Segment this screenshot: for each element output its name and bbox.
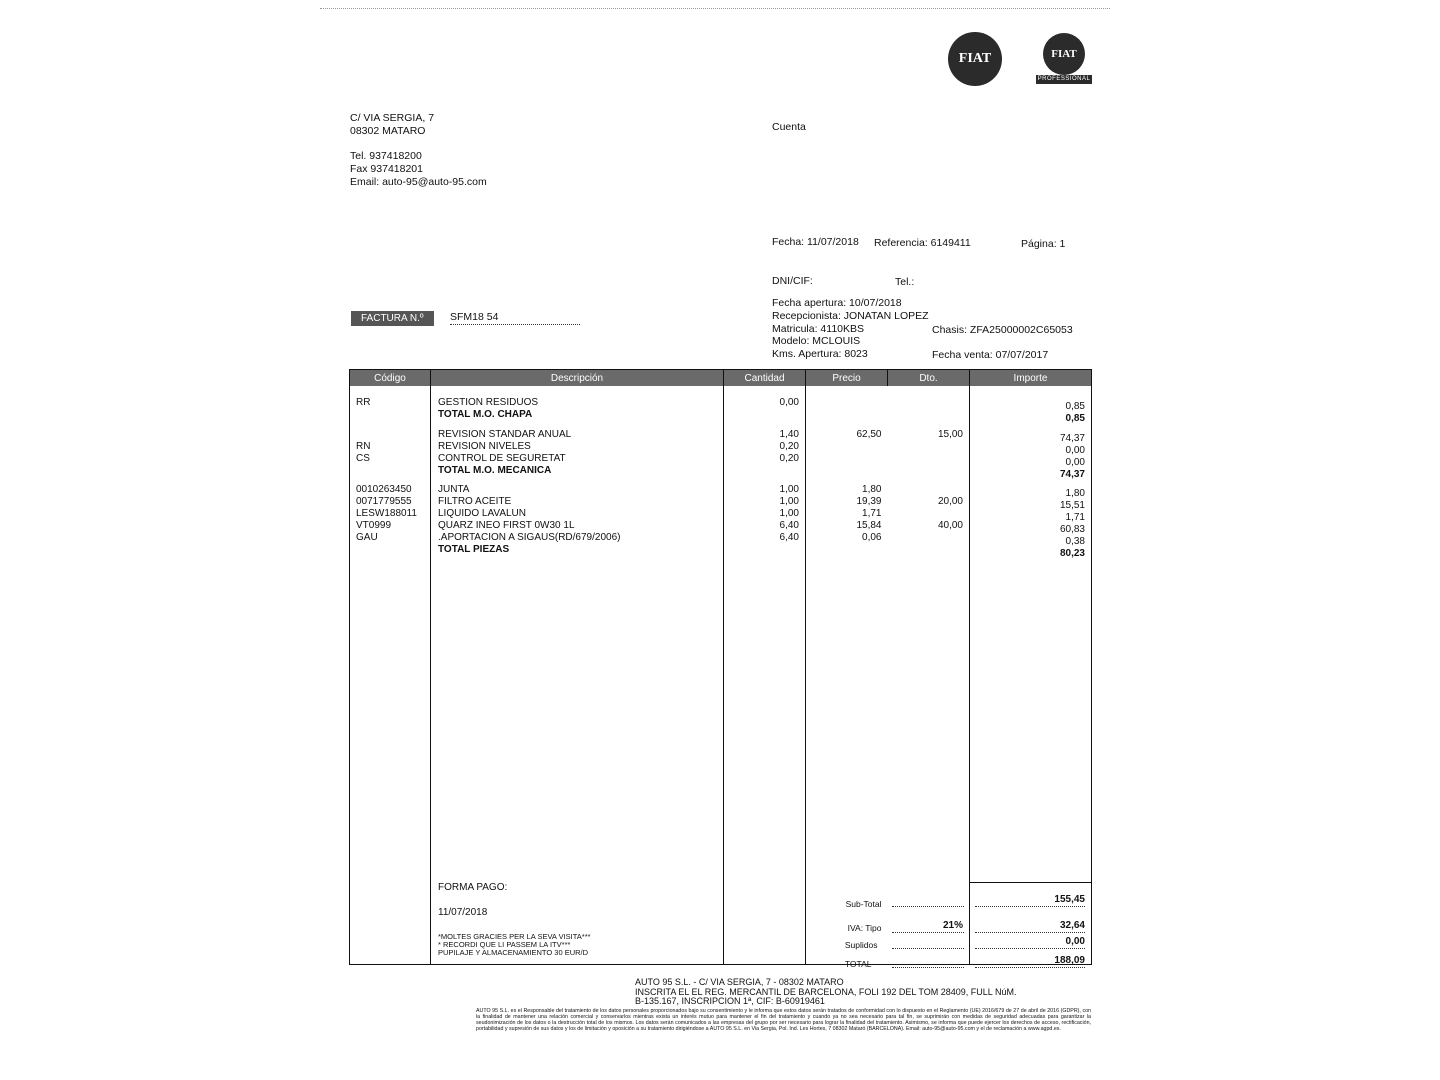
line-precio-cell: 62,50 — [856, 429, 882, 440]
company-address-2: 08302 MATARO — [350, 125, 426, 137]
factura-label: FACTURA N.º — [351, 311, 434, 326]
cantidad-column — [724, 386, 805, 964]
modelo: Modelo: MCLOUIS — [772, 335, 861, 347]
line-codigo-cell: CS — [356, 453, 370, 464]
totals-box-top — [970, 882, 1091, 883]
line-codigo-cell: 0010263450 — [356, 484, 412, 495]
col-header-dto: Dto. — [888, 370, 970, 387]
line-descripcion-cell: REVISION STANDAR ANUAL — [438, 429, 572, 440]
line-cantidad-cell: 0,20 — [779, 441, 799, 452]
invoice-items-table — [349, 369, 1092, 969]
fecha-apertura: Fecha apertura: 10/07/2018 — [772, 297, 902, 309]
invoice-date: Fecha: 11/07/2018 — [772, 236, 859, 248]
line-importe-cell: 74,37 — [1059, 469, 1085, 480]
line-precio-cell: 15,84 — [856, 520, 882, 531]
line-importe-cell: 60,83 — [1059, 524, 1085, 535]
line-codigo-cell: 0071779555 — [356, 496, 412, 507]
note-line-2: * RECORDI QUE LI PASSEM LA ITV*** — [438, 940, 571, 949]
line-descripcion-cell: JUNTA — [438, 484, 470, 495]
line-importe-cell: 0,00 — [1065, 457, 1085, 468]
line-codigo-cell: LESW188011 — [356, 508, 417, 519]
line-precio-cell: 0,06 — [862, 532, 882, 543]
col-header-cantidad: Cantidad — [724, 370, 806, 387]
line-codigo-cell: RN — [356, 441, 371, 452]
suplidos-label: Suplidos — [844, 940, 878, 950]
legal-notice: AUTO 95 S.L. es el Responsable del tratamiento de los datos personales proporcionados bajo su consentimiento y le informa que estos datos serán tratados de conformidad con lo dispuesto en el Reglamento (UE) 2016/679 de 27 de abril de 2016 (GDPR), con la finalidad de mantener una relación comercial y conservarlos mientras exista un interés mutuo para mantener el fin del tratamiento y cuando ya no sea necesario para tal fin, se suprimirán con medidas de seguridad adecuadas para garantizar la seudonimización de los datos o la destrucción total de los mismos. Los datos serán comunicados a las empresas del grupo por ser necesario para lograr la finalidad del tratamiento. Asimismo, se informa que puede ejercer los derechos de acceso, rectificación, portabilidad y supresión de sus datos y los de limitación y oposición a su tratamiento dirigiéndose a AUTO 95 S.L. en Via Sergia, Pol. Ind. Les Hortes, 7 08302 Mataró (BARCELONA). Email: auto-95@auto-95.com y el de reclamación a www.agpd.es. — [476, 1008, 1091, 1033]
forma-pago-label: FORMA PAGO: — [438, 882, 508, 893]
kms-apertura: Kms. Apertura: 8023 — [772, 348, 868, 360]
line-cantidad-cell: 1,40 — [779, 429, 799, 440]
line-importe-cell: 0,85 — [1065, 413, 1085, 424]
line-cantidad-cell: 1,00 — [779, 508, 799, 519]
line-descripcion-cell: TOTAL M.O. MECANICA — [438, 465, 552, 476]
subtotal-rate-line — [892, 906, 964, 907]
fiat-logo — [948, 32, 1002, 86]
line-importe-cell: 74,37 — [1059, 433, 1085, 444]
recepcionista: Recepcionista: JONATAN LOPEZ — [772, 310, 929, 322]
line-importe-cell: 0,00 — [1065, 445, 1085, 456]
line-descripcion-cell: REVISION NIVELES — [438, 441, 531, 452]
line-codigo-cell: VT0999 — [356, 520, 392, 531]
line-importe-cell: 1,80 — [1065, 488, 1085, 499]
client-tel-label: Tel.: — [895, 276, 915, 288]
dni-cif-label: DNI/CIF: — [772, 275, 813, 287]
note-line-1: *MOLTES GRACIES PER LA SEVA VISITA*** — [438, 932, 591, 941]
invoice-reference: Referencia: 6149411 — [874, 237, 971, 249]
col-header-importe: Importe — [970, 370, 1092, 387]
company-email: Email: auto-95@auto-95.com — [350, 176, 487, 188]
fiat-professional-logo-text: FIAT — [1051, 48, 1077, 60]
line-cantidad-cell: 0,00 — [779, 397, 799, 408]
line-descripcion-cell: GESTION RESIDUOS — [438, 397, 539, 408]
iva-rate: 21% — [942, 920, 963, 931]
professional-label: PROFESSIONAL — [1037, 76, 1091, 82]
total-value: 188,09 — [975, 955, 1085, 968]
invoice-page — [320, 0, 1120, 1080]
iva-rate-line — [892, 932, 964, 933]
line-descripcion-cell: TOTAL M.O. CHAPA — [438, 409, 533, 420]
line-descripcion-cell: CONTROL DE SEGURETAT — [438, 453, 566, 464]
subtotal-value: 155,45 — [975, 894, 1085, 907]
line-dto-cell: 15,00 — [937, 429, 963, 440]
line-dto-cell: 20,00 — [937, 496, 963, 507]
dto-column — [888, 386, 970, 964]
company-fax: Fax 937418201 — [350, 163, 423, 175]
footer-line-1: AUTO 95 S.L. - C/ VIA SERGIA, 7 - 08302 MATARO — [635, 977, 844, 987]
table-header-row — [350, 370, 1092, 387]
iva-label: IVA: Tipo — [847, 923, 882, 933]
iva-value: 32,64 — [975, 920, 1085, 933]
col-header-precio: Precio — [806, 370, 888, 387]
line-descripcion-cell: LIQUIDO LAVALUN — [438, 508, 526, 519]
company-tel: Tel. 937418200 — [350, 150, 422, 162]
matricula: Matricula: 4110KBS — [772, 323, 865, 335]
line-codigo-cell: RR — [356, 397, 371, 408]
line-precio-cell: 1,80 — [862, 484, 882, 495]
line-dto-cell: 40,00 — [937, 520, 963, 531]
suplidos-value: 0,00 — [975, 936, 1085, 949]
total-rate-line — [892, 967, 964, 968]
scan-top-edge — [320, 8, 1110, 9]
line-importe-cell: 80,23 — [1059, 548, 1085, 559]
account-label: Cuenta — [772, 121, 806, 133]
fiat-professional-logo — [1043, 33, 1085, 75]
line-cantidad-cell: 6,40 — [779, 520, 799, 531]
line-precio-cell: 1,71 — [862, 508, 882, 519]
page-number: Página: 1 — [1021, 238, 1066, 250]
line-cantidad-cell: 1,00 — [779, 484, 799, 495]
suplidos-rate-line — [892, 948, 964, 949]
col-header-descripcion: Descripción — [431, 370, 724, 387]
line-descripcion-cell: TOTAL PIEZAS — [438, 544, 510, 555]
chasis: Chasis: ZFA25000002C65053 — [932, 324, 1073, 336]
col-header-codigo: Código — [350, 370, 431, 387]
company-address-1: C/ VIA SERGIA, 7 — [350, 112, 435, 124]
line-precio-cell: 19,39 — [856, 496, 882, 507]
descripcion-column — [431, 386, 723, 964]
precio-column — [806, 386, 888, 969]
line-codigo-cell: GAU — [356, 532, 378, 543]
line-descripcion-cell: QUARZ INEO FIRST 0W30 1L — [438, 520, 575, 531]
factura-number: SFM18 54 — [450, 311, 580, 325]
line-importe-cell: 15,51 — [1059, 500, 1085, 511]
fecha-venta: Fecha venta: 07/07/2017 — [932, 349, 1049, 361]
codigo-column — [350, 386, 430, 964]
footer-line-2: INSCRITA EL EL REG. MERCANTIL DE BARCELONA, FOLI 192 DEL TOM 28409, FULL NúM. — [635, 987, 1017, 997]
total-label: TOTAL — [844, 959, 872, 969]
fiat-logo-text: FIAT — [958, 51, 992, 66]
importe-column — [970, 386, 1091, 964]
line-importe-cell: 0,85 — [1065, 401, 1085, 412]
payment-date: 11/07/2018 — [438, 907, 488, 918]
note-line-3: PUPILAJE Y ALMACENAMIENTO 30 EUR/D — [438, 948, 589, 957]
line-importe-cell: 0,38 — [1065, 536, 1085, 547]
line-cantidad-cell: 6,40 — [779, 532, 799, 543]
line-cantidad-cell: 1,00 — [779, 496, 799, 507]
subtotal-label: Sub-Total — [845, 899, 882, 909]
line-descripcion-cell: FILTRO ACEITE — [438, 496, 512, 507]
line-descripcion-cell: .APORTACION A SIGAUS(RD/679/2006) — [438, 532, 621, 543]
footer-line-3: B-135.167, INSCRIPCION 1ª, CIF: B-60919461 — [635, 996, 825, 1006]
line-cantidad-cell: 0,20 — [779, 453, 799, 464]
line-importe-cell: 1,71 — [1065, 512, 1085, 523]
